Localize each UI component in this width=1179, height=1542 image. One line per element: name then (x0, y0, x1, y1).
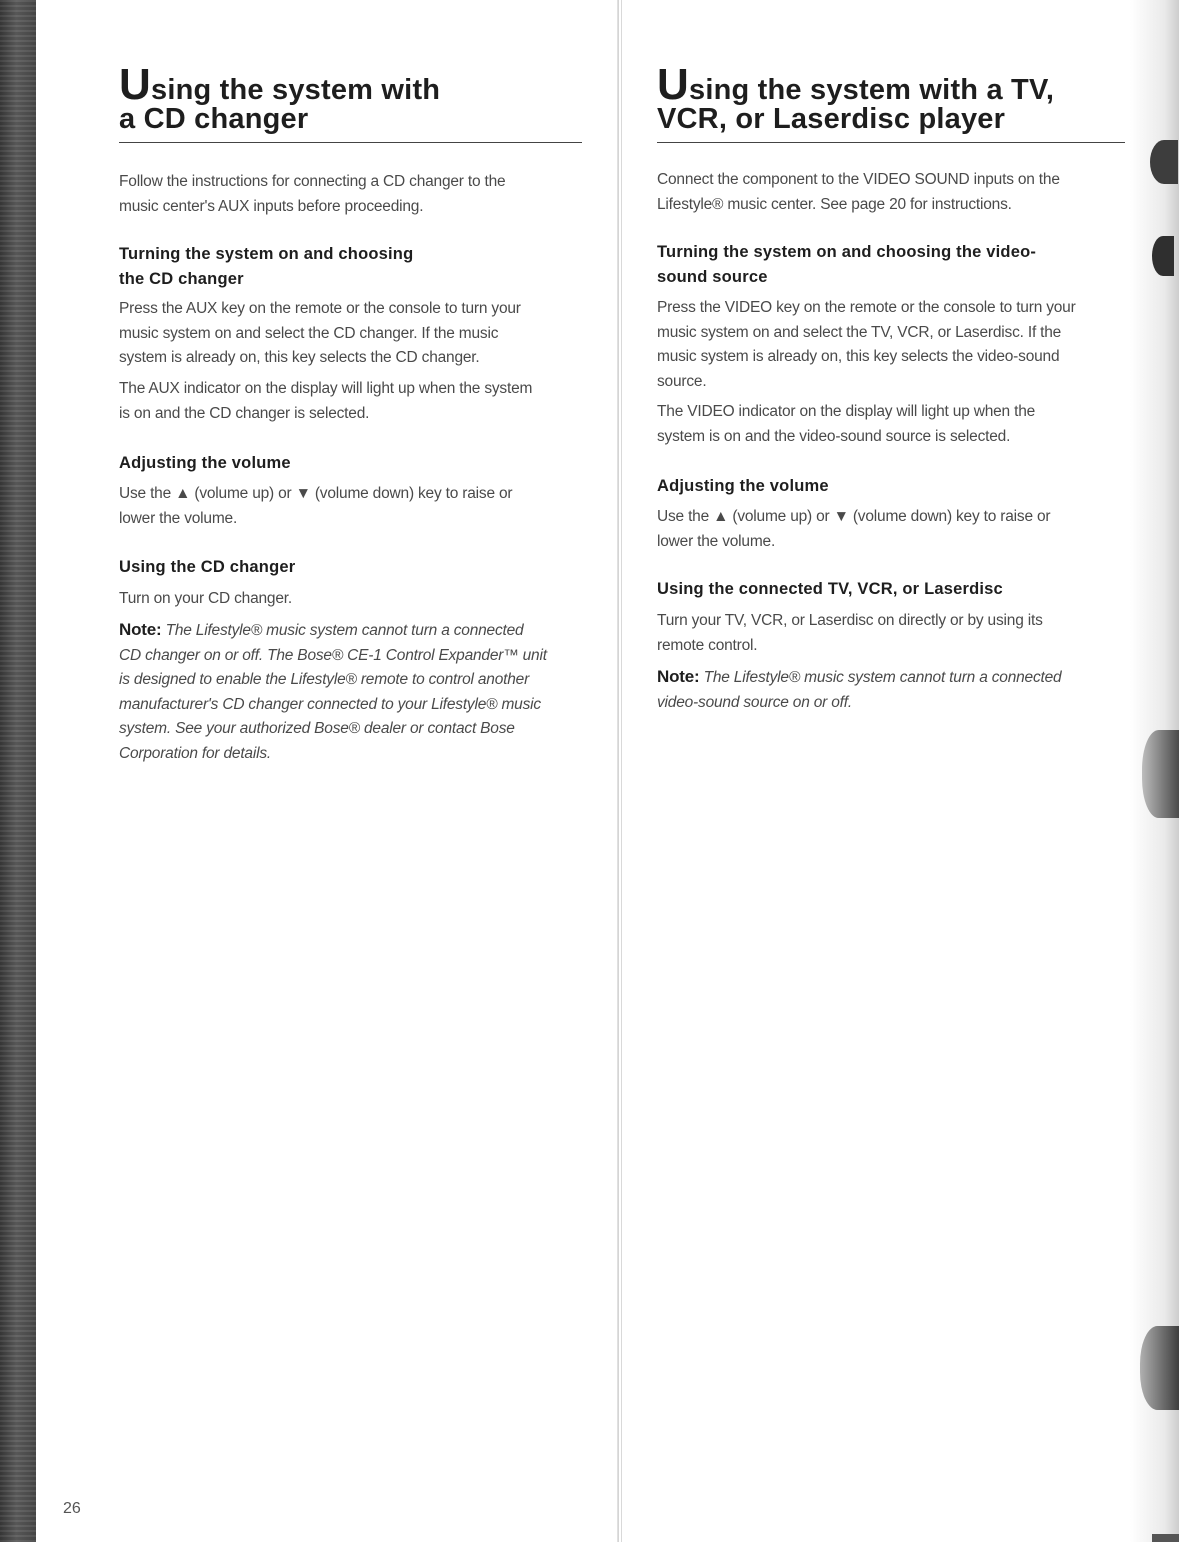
right-intro: Connect the component to the VIDEO SOUND inputs on the Lifestyle® music center. See page 20 for instructions. (657, 171, 1060, 213)
right-section3-heading: Using the connected TV, VCR, or Laserdisc (657, 580, 1003, 598)
right-section1-p1: Press the VIDEO key on the remote or the console to turn your music system on and select the TV, VCR, or Laserdisc. If the music system is already on, this key selects the video-sound source. (657, 299, 1076, 390)
page-number: 26 (63, 1500, 81, 1517)
right-column (657, 60, 1117, 143)
right-section1-heading: Turning the system on and choosing the video- sound source (657, 243, 1037, 286)
index-tab (1142, 730, 1179, 818)
index-tab (1150, 140, 1178, 184)
right-section3-p: Turn your TV, VCR, or Laserdisc on directly or by using its remote control. (657, 612, 1043, 654)
right-section1-p2: The VIDEO indicator on the display will light up when the system is on and the video-sound source is selected. (657, 403, 1036, 445)
left-section3-p: Turn on your CD changer. (119, 590, 292, 607)
binding-edge (0, 0, 36, 1542)
page-fold (617, 0, 619, 1542)
left-section1-heading: Turning the system on and choosing the CD changer (119, 245, 414, 288)
left-title: Using the system with a CD changer (119, 60, 441, 135)
note-label: Note: (119, 620, 162, 639)
title-rule (119, 142, 582, 143)
left-note: Note: The Lifestyle® music system cannot turn a connected CD changer on or off. The Bose® CE-1 Control Expander™ unit is designed to enable the Lifestyle® remote to control another manufacturer's CD changer connected to your Lifestyle® music system. See your authorized Bose® dealer or contact Bose Corporation for details. (119, 620, 547, 762)
right-note: Note: The Lifestyle® music system cannot turn a connected video-sound source on or off. (657, 667, 1062, 711)
left-section3-heading: Using the CD changer (119, 558, 296, 576)
index-tab (1140, 1326, 1179, 1410)
left-section2-p: Use the ▲ (volume up) or ▼ (volume down) key to raise or lower the volume. (119, 485, 513, 527)
left-column (119, 60, 589, 143)
index-tab (1152, 1534, 1179, 1542)
index-tab (1152, 236, 1174, 276)
left-section1-p1: Press the AUX key on the remote or the console to turn your music system on and select the CD changer. If the music system is already on, this key selects the CD changer. (119, 300, 521, 366)
note-label: Note: (657, 667, 700, 686)
page-fold-line (621, 0, 622, 1542)
right-section2-p: Use the ▲ (volume up) or ▼ (volume down) key to raise or lower the volume. (657, 508, 1051, 550)
right-section2-heading: Adjusting the volume (657, 477, 829, 495)
left-section1-p2: The AUX indicator on the display will light up when the system is on and the CD changer is selected. (119, 380, 533, 422)
title-rule (657, 142, 1125, 143)
right-title: Using the system with a TV, VCR, or Laserdisc player (657, 60, 1055, 135)
left-section2-heading: Adjusting the volume (119, 454, 291, 472)
left-intro: Follow the instructions for connecting a CD changer to the music center's AUX inputs before proceeding. (119, 173, 506, 215)
